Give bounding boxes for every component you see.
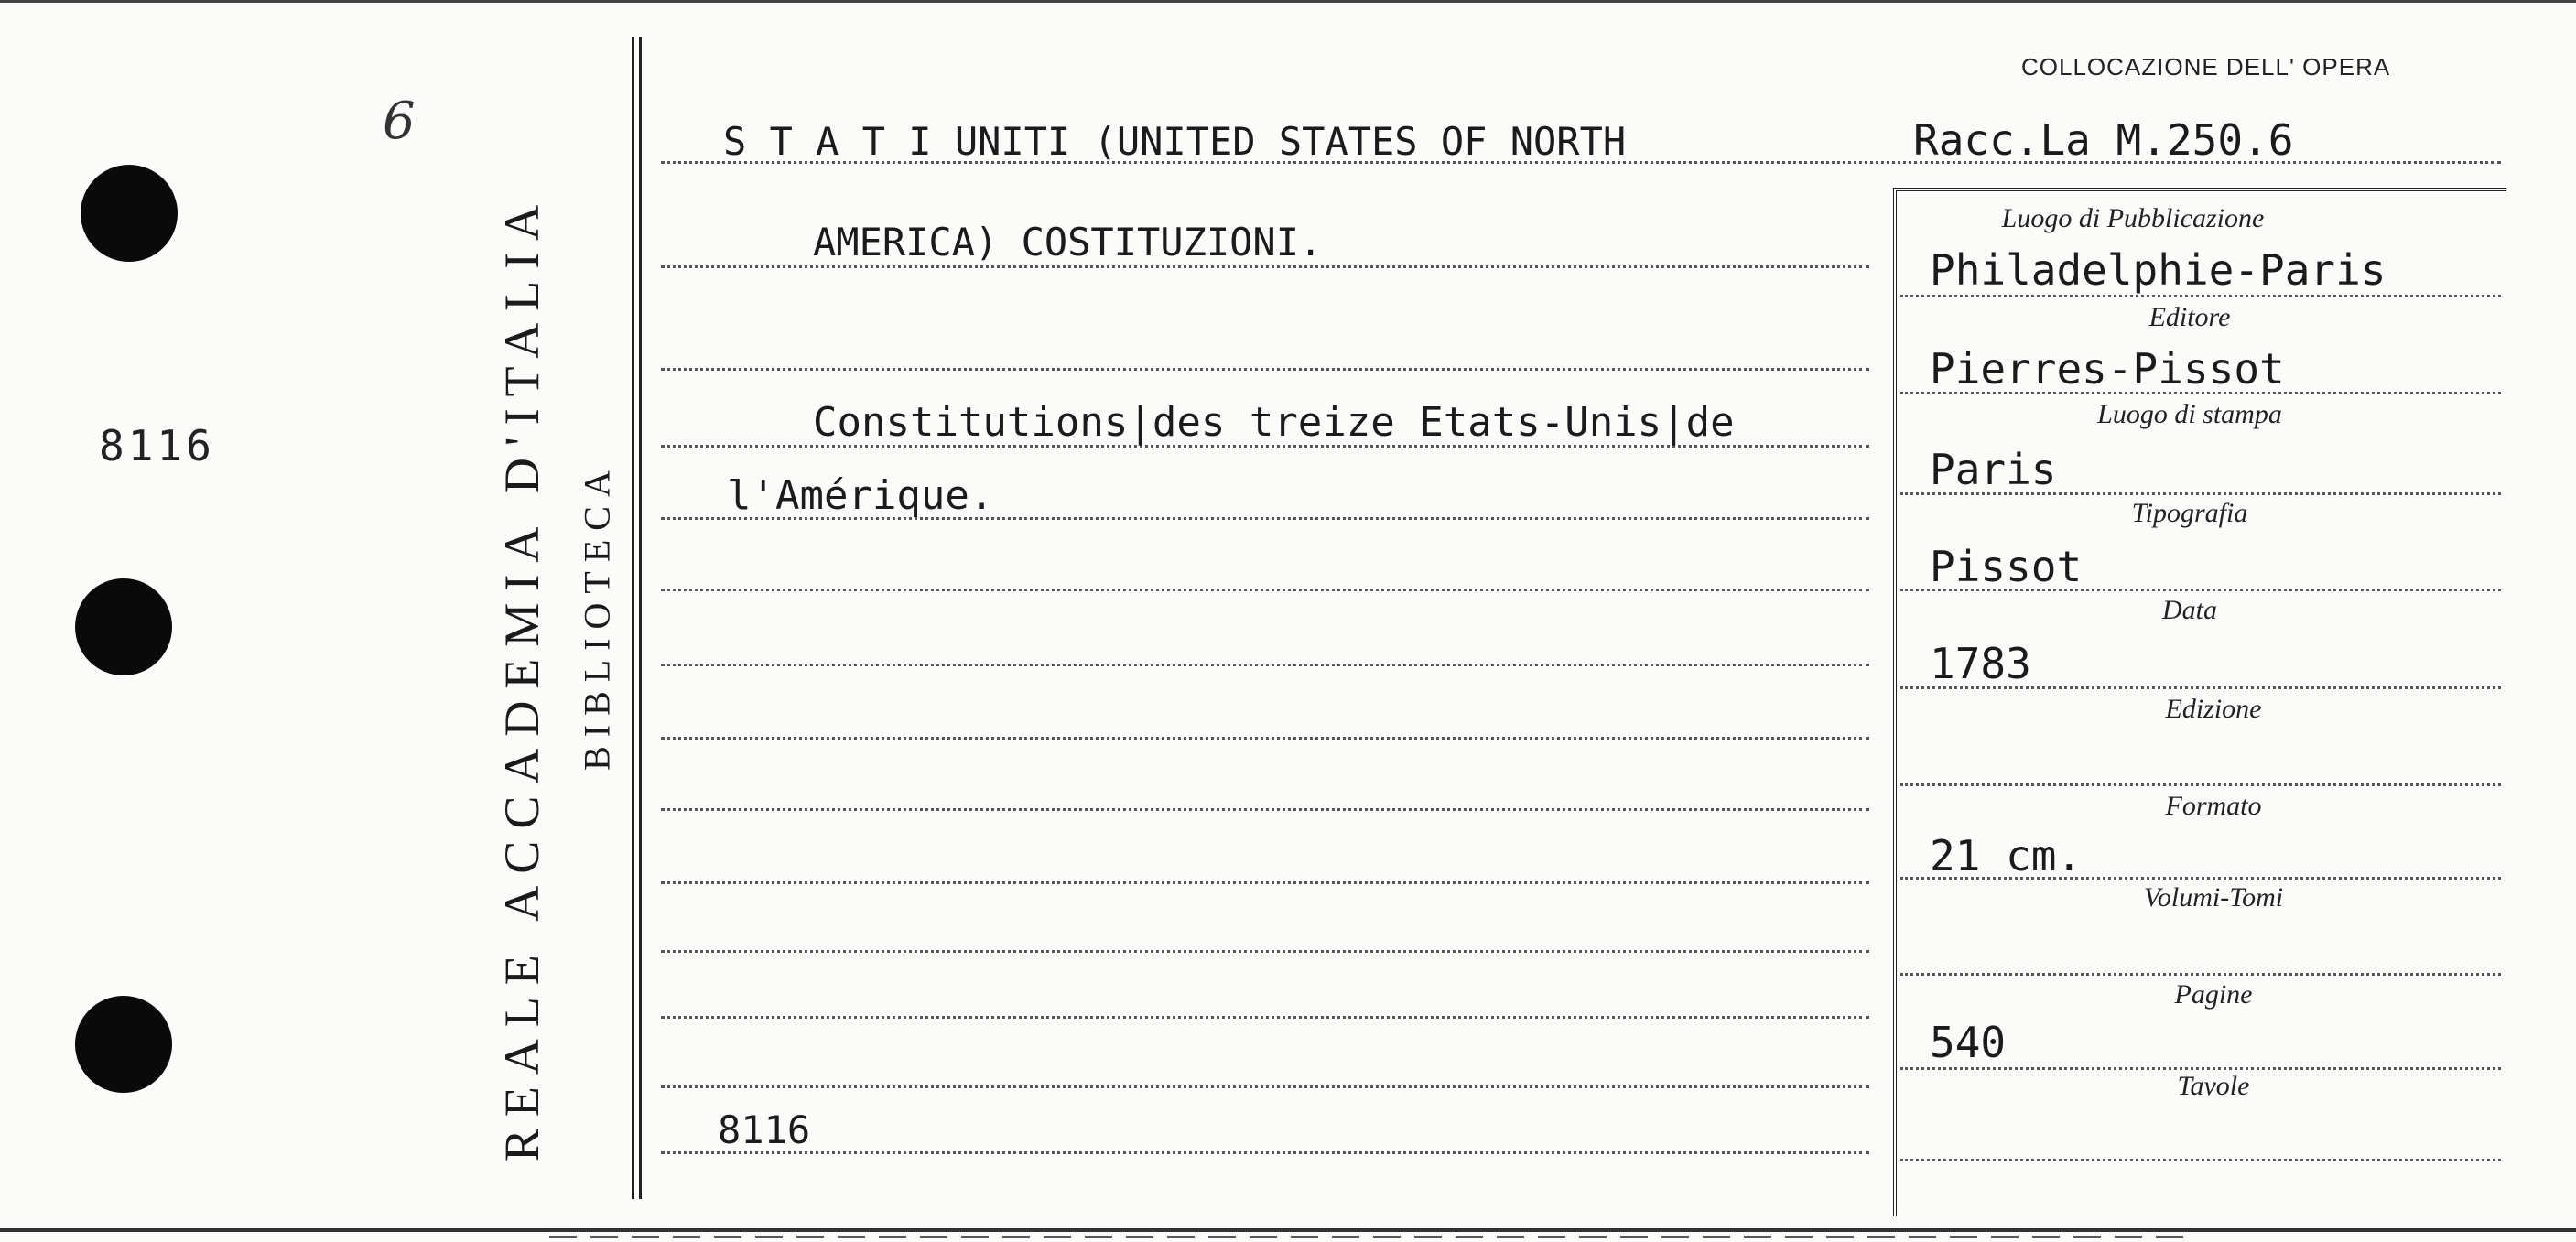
field-line: [1900, 1159, 2501, 1161]
collocazione-label: COLLOCAZIONE DELL' OPERA: [2021, 53, 2391, 81]
field-line: [1900, 1067, 2501, 1070]
field-value-luogo-stampa: Paris: [1930, 445, 2057, 494]
ruled-line: [661, 1151, 1869, 1154]
library-name: BIBLIOTECA: [576, 461, 618, 771]
field-line: [1900, 973, 2501, 976]
field-label-volumi-tomi: Volumi-Tomi: [2143, 882, 2284, 913]
ruled-line: [661, 1016, 1869, 1019]
title-line-1: S T A T I UNITI (UNITED STATES OF NORTH: [723, 119, 1627, 164]
field-value-data: 1783: [1930, 639, 2031, 688]
field-label-tipografia: Tipografia: [2131, 498, 2248, 528]
work-title-line-1: Constitutions|des treize Etats-Unis|de: [813, 399, 1735, 446]
title-line-2: AMERICA) COSTITUZIONI.: [813, 220, 1323, 265]
vertical-rule-left: [632, 37, 634, 1199]
field-value-formato: 21 cm.: [1930, 831, 2083, 880]
card-top-edge: [0, 0, 2576, 3]
bottom-id: 8116: [718, 1107, 811, 1152]
field-label-tavole: Tavole: [2177, 1071, 2250, 1101]
field-value-tipografia: Pissot: [1930, 542, 2083, 591]
field-label-formato: Formato: [2165, 791, 2262, 821]
field-value-pagine: 540: [1930, 1018, 2007, 1067]
field-line: [1900, 295, 2501, 297]
ruled-line: [661, 1085, 1869, 1088]
field-line: [1900, 783, 2501, 786]
ruled-line: [661, 737, 1869, 740]
field-label-luogo-stampa: Luogo di stampa: [2097, 399, 2282, 429]
ruled-line: [661, 881, 1869, 884]
ruled-line: [661, 589, 1869, 591]
academy-name: REALE ACCADEMIA D'ITALIA: [494, 192, 549, 1162]
ruled-line: [661, 950, 1869, 953]
field-label-data: Data: [2162, 595, 2217, 625]
field-value-luogo-pubblicazione: Philadelphie-Paris: [1930, 245, 2387, 295]
ruled-line: [661, 265, 1869, 268]
ruled-line: [661, 664, 1869, 666]
shelfmark: Racc.La M.250.6: [1913, 115, 2294, 165]
field-label-edizione: Edizione: [2165, 694, 2262, 724]
vertical-rule-right: [639, 37, 642, 1199]
punch-hole-middle: [75, 578, 172, 675]
next-card-edge: [549, 1236, 2197, 1238]
margin-id: 8116: [99, 421, 215, 470]
field-value-editore: Pierres-Pissot: [1930, 344, 2285, 394]
field-label-editore: Editore: [2148, 302, 2231, 332]
punch-hole-top: [81, 165, 178, 262]
work-title-line-2: l'Amérique.: [727, 472, 994, 519]
punch-hole-bottom: [75, 996, 172, 1093]
handwritten-number: 6: [383, 92, 416, 151]
field-label-luogo-pubblicazione: Luogo di Pubblicazione: [2001, 203, 2265, 233]
field-label-pagine: Pagine: [2174, 979, 2253, 1010]
ruled-line: [661, 368, 1869, 371]
ruled-line: [661, 808, 1869, 811]
card-bottom-edge: [0, 1228, 2576, 1232]
